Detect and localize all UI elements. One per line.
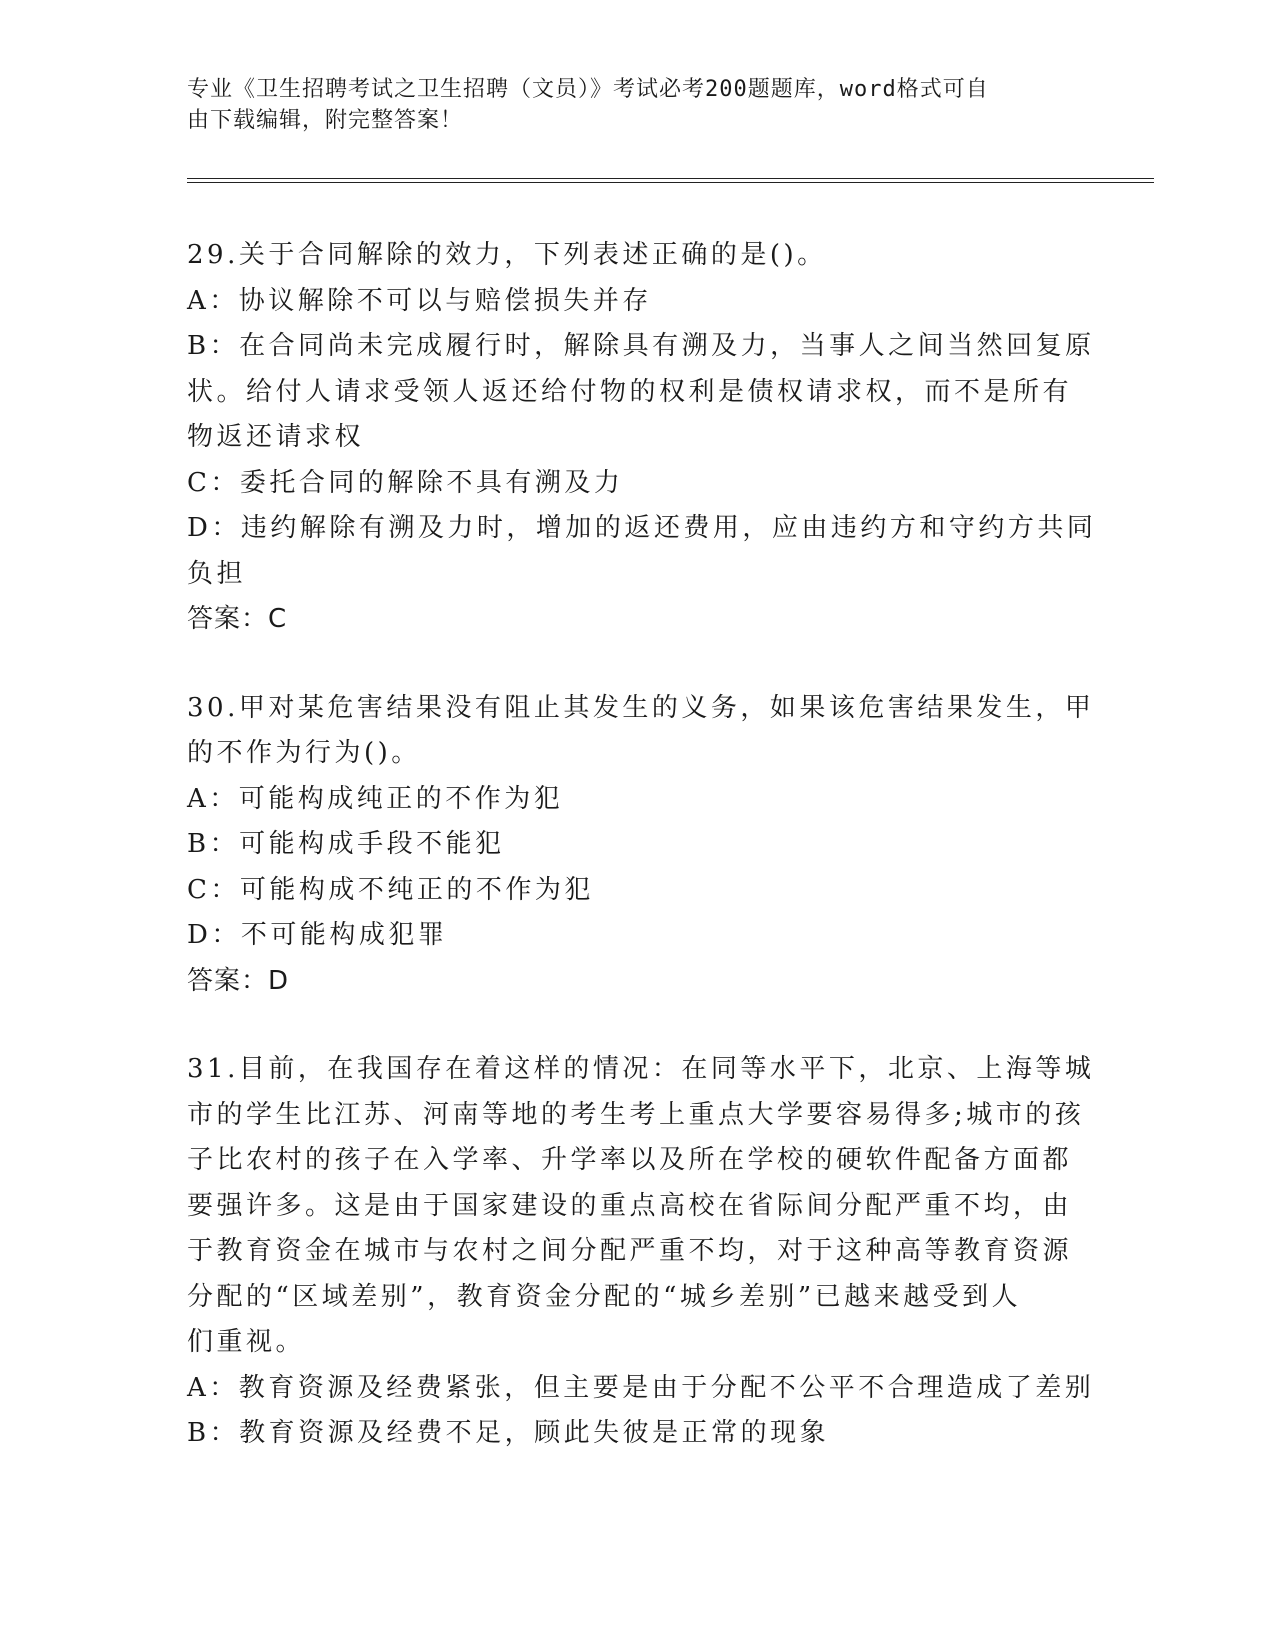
option-b: B：在合同尚未完成履行时，解除具有溯及力，当事人之间当然回复原 [187, 331, 1095, 361]
question-30 [187, 686, 1095, 1005]
question-29 [187, 233, 1097, 643]
question-stem-continued: 们重视。 [187, 1327, 306, 1357]
option-d: D：不可能构成犯罪 [187, 920, 448, 950]
question-stem-continued: 市的学生比江苏、河南等地的考生考上重点大学要容易得多;城市的孩 [187, 1099, 1085, 1130]
header-line: 专业《卫生招聘考试之卫生招聘（文员）》考试必考200题题库，word格式可自 [187, 77, 989, 102]
question-31 [187, 1047, 1095, 1457]
question-stem: 29.关于合同解除的效力，下列表述正确的是()。 [187, 240, 827, 270]
answer-label: 答案：C [187, 604, 288, 634]
page-header [187, 74, 1067, 136]
option-b: B：教育资源及经费不足，顾此失彼是正常的现象 [187, 1418, 830, 1448]
question-stem-continued: 要强许多。这是由于国家建设的重点高校在省际间分配严重不均，由 [187, 1190, 1073, 1221]
option-c: C：可能构成不纯正的不作为犯 [187, 874, 594, 905]
option-b-continued: 物返还请求权 [187, 422, 365, 452]
option-a: A：可能构成纯正的不作为犯 [187, 783, 564, 814]
option-b-continued: 状。给付人请求受领人返还给付物的权利是债权请求权，而不是所有 [187, 376, 1073, 407]
option-a: A：教育资源及经费紧张，但主要是由于分配不公平不合理造成了差别 [187, 1372, 1095, 1403]
option-d: D：违约解除有溯及力时，增加的返还费用，应由违约方和守约方共同 [187, 513, 1097, 543]
option-b: B：可能构成手段不能犯 [187, 829, 505, 859]
answer-label: 答案：D [187, 965, 290, 996]
option-c: C：委托合同的解除不具有溯及力 [187, 467, 624, 498]
option-d-continued: 负担 [187, 558, 247, 589]
question-list [187, 233, 1097, 1500]
question-stem-continued: 子比农村的孩子在入学率、升学率以及所在学校的硬软件配备方面都 [187, 1145, 1073, 1175]
question-stem-continued: 分配的“区域差别”，教育资金分配的“城乡差别”已越来越受到人 [187, 1281, 1022, 1312]
header-divider [187, 178, 1154, 183]
header-line: 由下载编辑，附完整答案！ [187, 108, 464, 133]
question-stem-continued: 于教育资金在城市与农村之间分配严重不均，对于这种高等教育资源 [187, 1236, 1073, 1266]
question-stem: 31.目前，在我国存在着这样的情况：在同等水平下，北京、上海等城 [187, 1054, 1095, 1084]
question-stem-continued: 的不作为行为()。 [187, 738, 421, 768]
option-a: A：协议解除不可以与赔偿损失并存 [187, 285, 652, 316]
question-stem: 30.甲对某危害结果没有阻止其发生的义务，如果该危害结果发生，甲 [187, 692, 1095, 723]
